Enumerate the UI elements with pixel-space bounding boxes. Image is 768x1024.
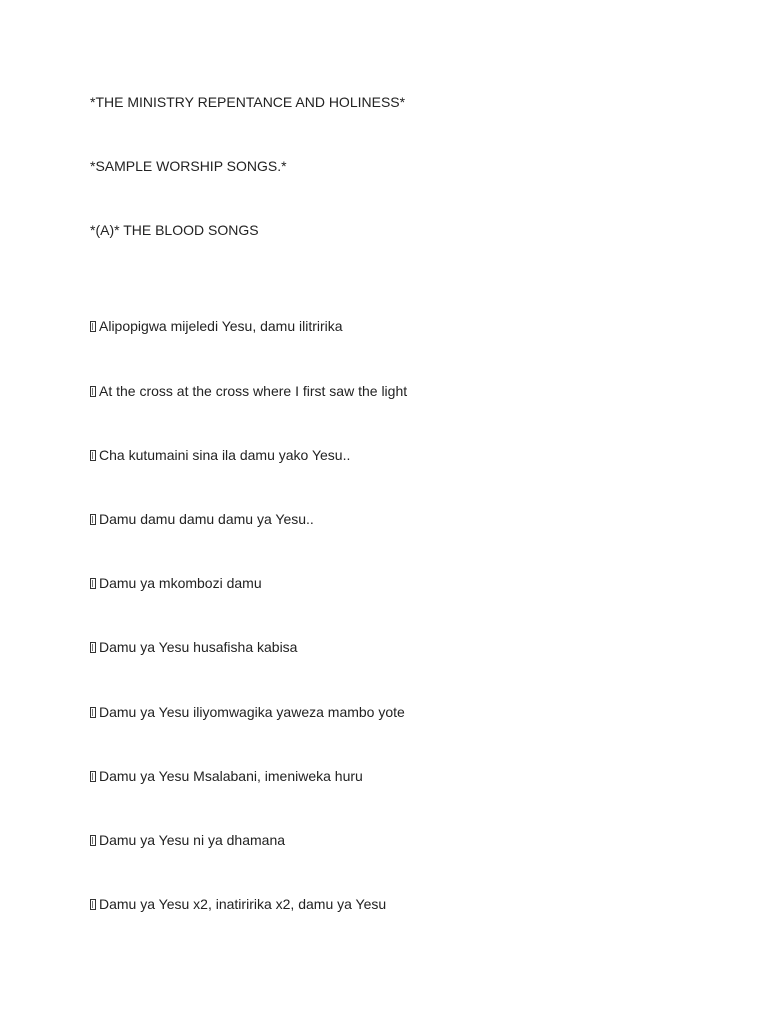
- song-item: [90, 638, 297, 656]
- missing-glyph-box-icon: [90, 707, 96, 718]
- document-heading: *THE MINISTRY REPENTANCE AND HOLINESS*: [90, 94, 406, 110]
- song-title: Damu ya Yesu Msalabani, imeniweka huru: [99, 768, 363, 784]
- missing-glyph-box-icon: [90, 642, 96, 653]
- missing-glyph-box-icon: [90, 578, 96, 589]
- document-subheading: *SAMPLE WORSHIP SONGS.*: [90, 158, 287, 174]
- song-title: Damu ya Yesu x2, inatiririka x2, damu ya Yesu: [99, 896, 387, 912]
- missing-glyph-box-icon: [90, 771, 96, 782]
- song-title: Damu ya Yesu ni ya dhamana: [99, 832, 286, 848]
- song-title: Alipopigwa mijeledi Yesu, damu ilitririka: [99, 318, 343, 334]
- song-title: Damu damu damu damu ya Yesu..: [99, 511, 314, 527]
- song-item: [90, 382, 407, 400]
- song-title: Damu ya Yesu iliyomwagika yaweza mambo yote: [99, 704, 405, 720]
- missing-glyph-box-icon: [90, 386, 96, 397]
- section-title: *(A)* THE BLOOD SONGS: [90, 222, 259, 238]
- song-item: [90, 703, 405, 721]
- missing-glyph-box-icon: [90, 514, 96, 525]
- missing-glyph-box-icon: [90, 899, 96, 910]
- song-item: [90, 831, 285, 849]
- song-title: Damu ya Yesu husafisha kabisa: [99, 639, 298, 655]
- missing-glyph-box-icon: [90, 321, 96, 332]
- song-title: At the cross at the cross where I first saw the light: [99, 383, 408, 399]
- song-title: Cha kutumaini sina ila damu yako Yesu..: [99, 447, 351, 463]
- song-item: [90, 767, 363, 785]
- missing-glyph-box-icon: [90, 450, 96, 461]
- song-item: [90, 574, 262, 592]
- song-item: [90, 510, 314, 528]
- song-item: [90, 895, 386, 913]
- song-title: Damu ya mkombozi damu: [99, 575, 262, 591]
- missing-glyph-box-icon: [90, 835, 96, 846]
- song-item: [90, 317, 343, 335]
- song-item: [90, 446, 350, 464]
